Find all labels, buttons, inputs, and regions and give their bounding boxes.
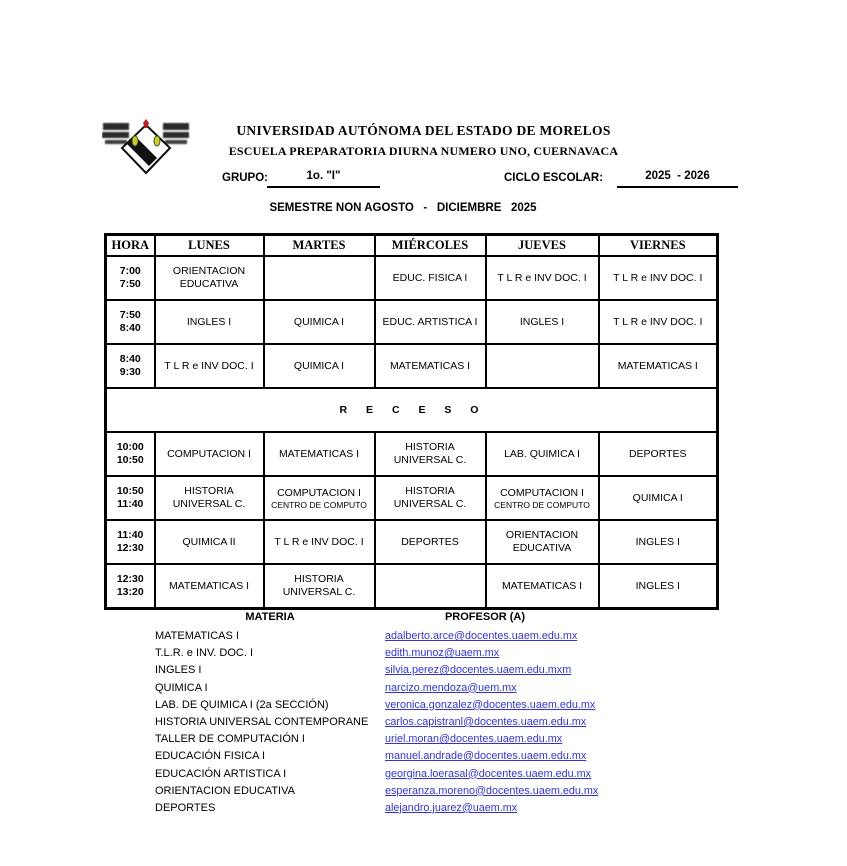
professor-email-link[interactable]: esperanza.moreno@docentes.uaem.edu.mx [385,784,599,797]
class-cell [155,476,264,520]
class-name: EDUCATIVA [179,278,239,290]
faculty-row [155,680,755,697]
class-cell [486,432,599,476]
class-name: UNIVERSAL C. [393,454,467,466]
professor-email-link[interactable]: manuel.andrade@docentes.uaem.edu.mx [385,750,587,763]
schedule-row [106,432,718,476]
schedule-row [106,520,718,564]
faculty-row [155,714,755,731]
class-cell [486,520,599,564]
class-name: DEPORTES [401,535,459,548]
class-name: EDUCATIVA [512,542,572,554]
class-name: COMPUTACION I [277,486,361,499]
class-cell [599,564,718,609]
faculty-row [155,628,755,645]
class-cell [375,520,486,564]
class-name: T L R e INV DOC. I [497,271,587,284]
time-cell [106,564,155,609]
schedule-header-row [106,235,718,257]
professor-email-link[interactable]: georgina.loerasal@docentes.uaem.edu.mx [385,767,592,780]
class-location: CENTRO DE COMPUTO [494,499,590,510]
time-text: 8:40 [119,353,141,365]
time-text: 13:20 [116,586,144,598]
class-location: CENTRO DE COMPUTO [271,499,367,510]
class-cell [375,300,486,344]
day-header: JUEVES [486,235,599,257]
professor-email-link[interactable]: carlos.capistranl@docentes.uaem.edu.mx [385,715,587,728]
class-name: LAB. QUIMICA I [504,447,580,460]
subject-name: INGLES I [155,664,202,677]
time-text: 12:30 [116,573,144,585]
time-cell [106,256,155,300]
class-name: T L R e INV DOC. I [274,535,364,548]
faculty-row [155,645,755,662]
faculty-row [155,697,755,714]
faculty-row [155,783,755,800]
class-name: QUIMICA I [293,315,345,328]
class-cell [599,300,718,344]
day-header: LUNES [155,235,264,257]
faculty-list-header [155,611,755,628]
time-cell [106,432,155,476]
class-cell [486,344,599,388]
class-name: INGLES I [519,315,565,328]
class-cell [375,344,486,388]
class-cell [375,564,486,609]
professor-email-link[interactable]: silvia.perez@docentes.uaem.edu.mxm [385,664,572,677]
class-cell [599,476,718,520]
professor-email-link[interactable]: narcizo.mendoza@uem.mx [385,681,517,694]
class-cell [155,300,264,344]
subject-name: T.L.R. e INV. DOC. I [155,647,254,660]
materia-header: MATERIA [245,611,295,623]
schedule-row [106,256,718,300]
faculty-rows [155,628,755,817]
class-cell [264,564,375,609]
subject-name: TALLER DE COMPUTACIÓN I [155,733,305,746]
class-cell [375,256,486,300]
class-name: HISTORIA [184,485,234,497]
receso-cell: R E C E S O [106,388,718,432]
time-text: 12:30 [116,542,144,554]
class-cell [155,344,264,388]
class-name: T L R e INV DOC. I [164,359,254,372]
profesor-header: PROFESOR (A) [444,611,526,623]
grupo-label: GRUPO: [222,172,268,184]
class-cell [264,432,375,476]
faculty-row [155,748,755,765]
subject-name: LAB. DE QUIMICA I (2a SECCIÓN) [155,698,329,711]
class-cell [155,564,264,609]
class-name: COMPUTACION I [167,447,251,460]
class-name: HISTORIA [294,573,344,585]
subject-name: HISTORIA UNIVERSAL CONTEMPORANE [155,715,369,728]
time-text: 9:30 [119,366,141,378]
professor-email-link[interactable]: edith.munoz@uaem.mx [385,647,500,660]
professor-email-link[interactable]: uriel.moran@docentes.uaem.edu.mx [385,733,563,746]
faculty-list [155,611,755,817]
class-cell [486,564,599,609]
class-name: QUIMICA II [182,535,236,548]
class-name: INGLES I [635,535,680,548]
school-subtitle: ESCUELA PREPARATORIA DIURNA NUMERO UNO, CUERNAVACA [228,144,619,158]
professor-email-link[interactable]: adalberto.arce@docentes.uaem.edu.mx [385,630,578,642]
class-cell [264,300,375,344]
class-cell [599,256,718,300]
subject-name: EDUCACIÓN ARTISTICA I [155,767,287,780]
class-cell [375,476,486,520]
time-cell [106,300,155,344]
time-cell [106,476,155,520]
class-cell [375,432,486,476]
class-name: ORIENTACION [172,265,246,277]
ciclo-escolar-label: CICLO ESCOLAR: [504,172,604,184]
subject-name: QUIMICA I [155,681,208,694]
class-name: MATEMATICAS I [501,579,583,592]
faculty-row [155,800,755,817]
class-name: HISTORIA [405,441,455,453]
time-text: 8:40 [119,322,141,334]
class-name: INGLES I [186,315,232,328]
schedule-row [106,564,718,609]
day-header: HORA [106,235,155,257]
university-title: UNIVERSIDAD AUTÓNOMA DEL ESTADO DE MORELOS [236,123,611,138]
time-text: 10:50 [116,485,144,497]
professor-email-link[interactable]: alejandro.juarez@uaem.mx [385,801,518,814]
receso-row [106,388,718,432]
grupo-value-field: 1o. "I" [267,168,380,188]
class-name: T L R e INV DOC. I [613,315,703,328]
ciclo-escolar-value-field: 2025 - 2026 [617,168,738,188]
subject-name: ORIENTACION EDUCATIVA [155,784,295,797]
day-header: MARTES [264,235,375,257]
time-text: 7:00 [119,265,141,277]
class-cell [486,300,599,344]
class-name: UNIVERSAL C. [282,586,356,598]
time-cell [106,520,155,564]
class-name: T L R e INV DOC. I [613,271,703,284]
schedule-table [104,233,719,610]
class-name: UNIVERSAL C. [393,498,467,510]
subject-name: EDUCACIÓN FISICA I [155,750,266,763]
class-name: COMPUTACION I [500,486,584,499]
class-cell [155,520,264,564]
class-name: MATEMATICAS I [389,359,471,372]
faculty-row [155,662,755,679]
class-cell [155,256,264,300]
class-name: EDUC. ARTISTICA I [382,315,478,328]
class-cell [155,432,264,476]
class-name: ORIENTACION [505,529,579,541]
schedule-row [106,476,718,520]
professor-email-link[interactable]: veronica.gonzalez@docentes.uaem.edu.mx [385,698,596,711]
class-cell [599,344,718,388]
class-cell [486,256,599,300]
class-name: QUIMICA I [632,491,683,504]
time-text: 11:40 [117,529,144,541]
faculty-row [155,731,755,748]
class-name: EDUC. FISICA I [392,271,468,284]
day-header: MIÉRCOLES [375,235,486,257]
faculty-row [155,766,755,783]
semester-title: SEMESTRE NON AGOSTO - DICIEMBRE 2025 [269,202,537,214]
time-text: 10:50 [116,454,144,466]
time-text: 7:50 [119,278,141,290]
class-cell [264,344,375,388]
class-name: HISTORIA [405,485,455,497]
class-name: INGLES I [635,579,680,592]
subject-name: MATEMATICAS I [155,630,239,642]
day-header: VIERNES [599,235,718,257]
class-name: DEPORTES [628,447,687,460]
time-cell [106,344,155,388]
time-text: 7:50 [119,309,141,321]
class-cell [599,432,718,476]
class-name: QUIMICA I [293,359,345,372]
class-cell [264,256,375,300]
schedule-row [106,300,718,344]
class-name: MATEMATICAS I [168,579,250,592]
class-name: MATEMATICAS I [278,447,360,460]
class-cell [264,476,375,520]
schedule-row [106,344,718,388]
class-name: UNIVERSAL C. [172,498,246,510]
class-cell [486,476,599,520]
class-name: MATEMATICAS I [617,359,698,372]
class-cell [599,520,718,564]
time-text: 11:40 [117,498,144,510]
class-cell [264,520,375,564]
subject-name: DEPORTES [155,801,216,814]
time-text: 10:00 [116,441,144,453]
